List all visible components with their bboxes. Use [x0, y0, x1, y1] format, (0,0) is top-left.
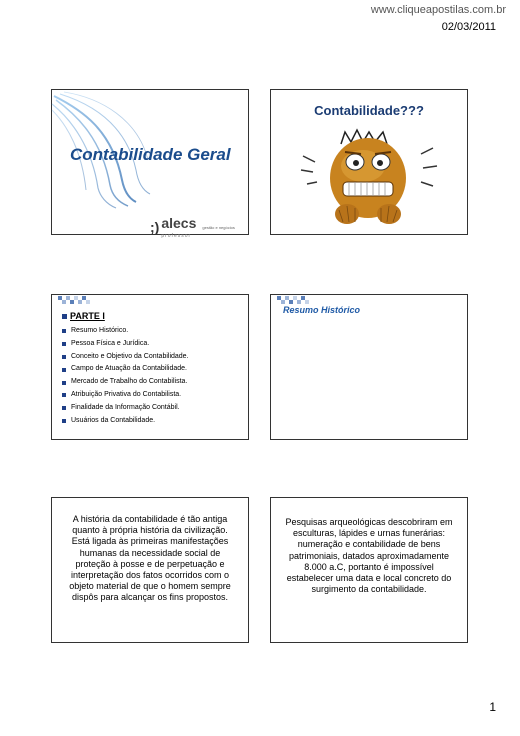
slide-title [51, 89, 249, 239]
slide-question [270, 89, 468, 235]
list-item-text: Campo de Atuação da Contabilidade. [71, 365, 187, 373]
slide-history-text-1 [51, 497, 249, 643]
slide-paragraph: Pesquisas arqueológicas descobriram em esculturas, lápides e urnas funerárias: numeração e contabilidade de bens patrimoniais, datados aproximadamente 8.000 a.C, portanto é impossível estabelecer uma data e local concreto do surgimento da contabilidade. [285, 517, 453, 595]
list-item-text: Usuários da Contabilidade. [71, 416, 156, 424]
slide-question-title: Contabilidade??? [314, 103, 424, 118]
page-number: 1 [489, 700, 496, 714]
logo-mark: ;) [150, 219, 160, 235]
list-item [62, 351, 189, 364]
outline-heading-text: PARTE I [70, 311, 105, 321]
history-heading-text: Resumo Histórico [283, 305, 361, 315]
nervous-face-icon [293, 126, 443, 232]
slide-history-text-2 [270, 497, 468, 643]
bullet-square-icon [62, 342, 66, 346]
slide-title-text: Contabilidade Geral [70, 145, 231, 164]
logo-sub: professor [161, 233, 192, 239]
list-item [62, 402, 189, 415]
list-item [62, 363, 189, 376]
bullet-square-icon [62, 381, 66, 385]
slide-history-heading [270, 294, 468, 440]
list-item [62, 338, 189, 351]
slide-paragraph: A história da contabilidade é tão antiga quanto à própria história da civilização. Está ligada às primeiras manifestações humanas da necessidade social de proteção à posse e de perpetuação e interpretação dos fatos ocorridos com o objeto material de que o homem sempre dispôs para alcançar os fins propostos. [69, 514, 231, 603]
bullet-square-icon [62, 368, 66, 372]
list-item [62, 389, 189, 402]
list-item [62, 376, 189, 389]
list-item [62, 325, 189, 338]
logo-brand: alecs [161, 215, 197, 231]
list-item-text: Conceito e Objetivo da Contabilidade. [71, 352, 189, 360]
list-item-text: Resumo Histórico. [71, 327, 129, 334]
outline-list [62, 325, 189, 427]
list-item-text: Pessoa Física e Jurídica. [71, 339, 150, 347]
logo-tagline: gestão e negócios [202, 224, 235, 230]
bullet-square-icon [62, 314, 67, 319]
list-item-text: Finalidade da Informação Contábil. [71, 403, 180, 411]
page-header-date: 02/03/2011 [441, 21, 496, 33]
bullet-square-icon [62, 393, 66, 397]
bullet-square-icon [62, 419, 66, 423]
list-item-text: Mercado de Trabalho do Contabilista. [71, 378, 188, 386]
alecs-logo [150, 215, 246, 239]
bullet-square-icon [62, 406, 66, 410]
bullet-square-icon [62, 355, 66, 359]
checker-decoration [58, 296, 92, 304]
slide-outline [51, 294, 249, 440]
bullet-square-icon [62, 329, 66, 333]
list-item [62, 415, 189, 428]
list-item-text: Atribuição Privativa do Contabilista. [71, 390, 182, 398]
checker-decoration [277, 296, 311, 304]
page-header-url: www.cliqueapostilas.com.br [370, 4, 506, 16]
outline-heading [62, 311, 105, 321]
